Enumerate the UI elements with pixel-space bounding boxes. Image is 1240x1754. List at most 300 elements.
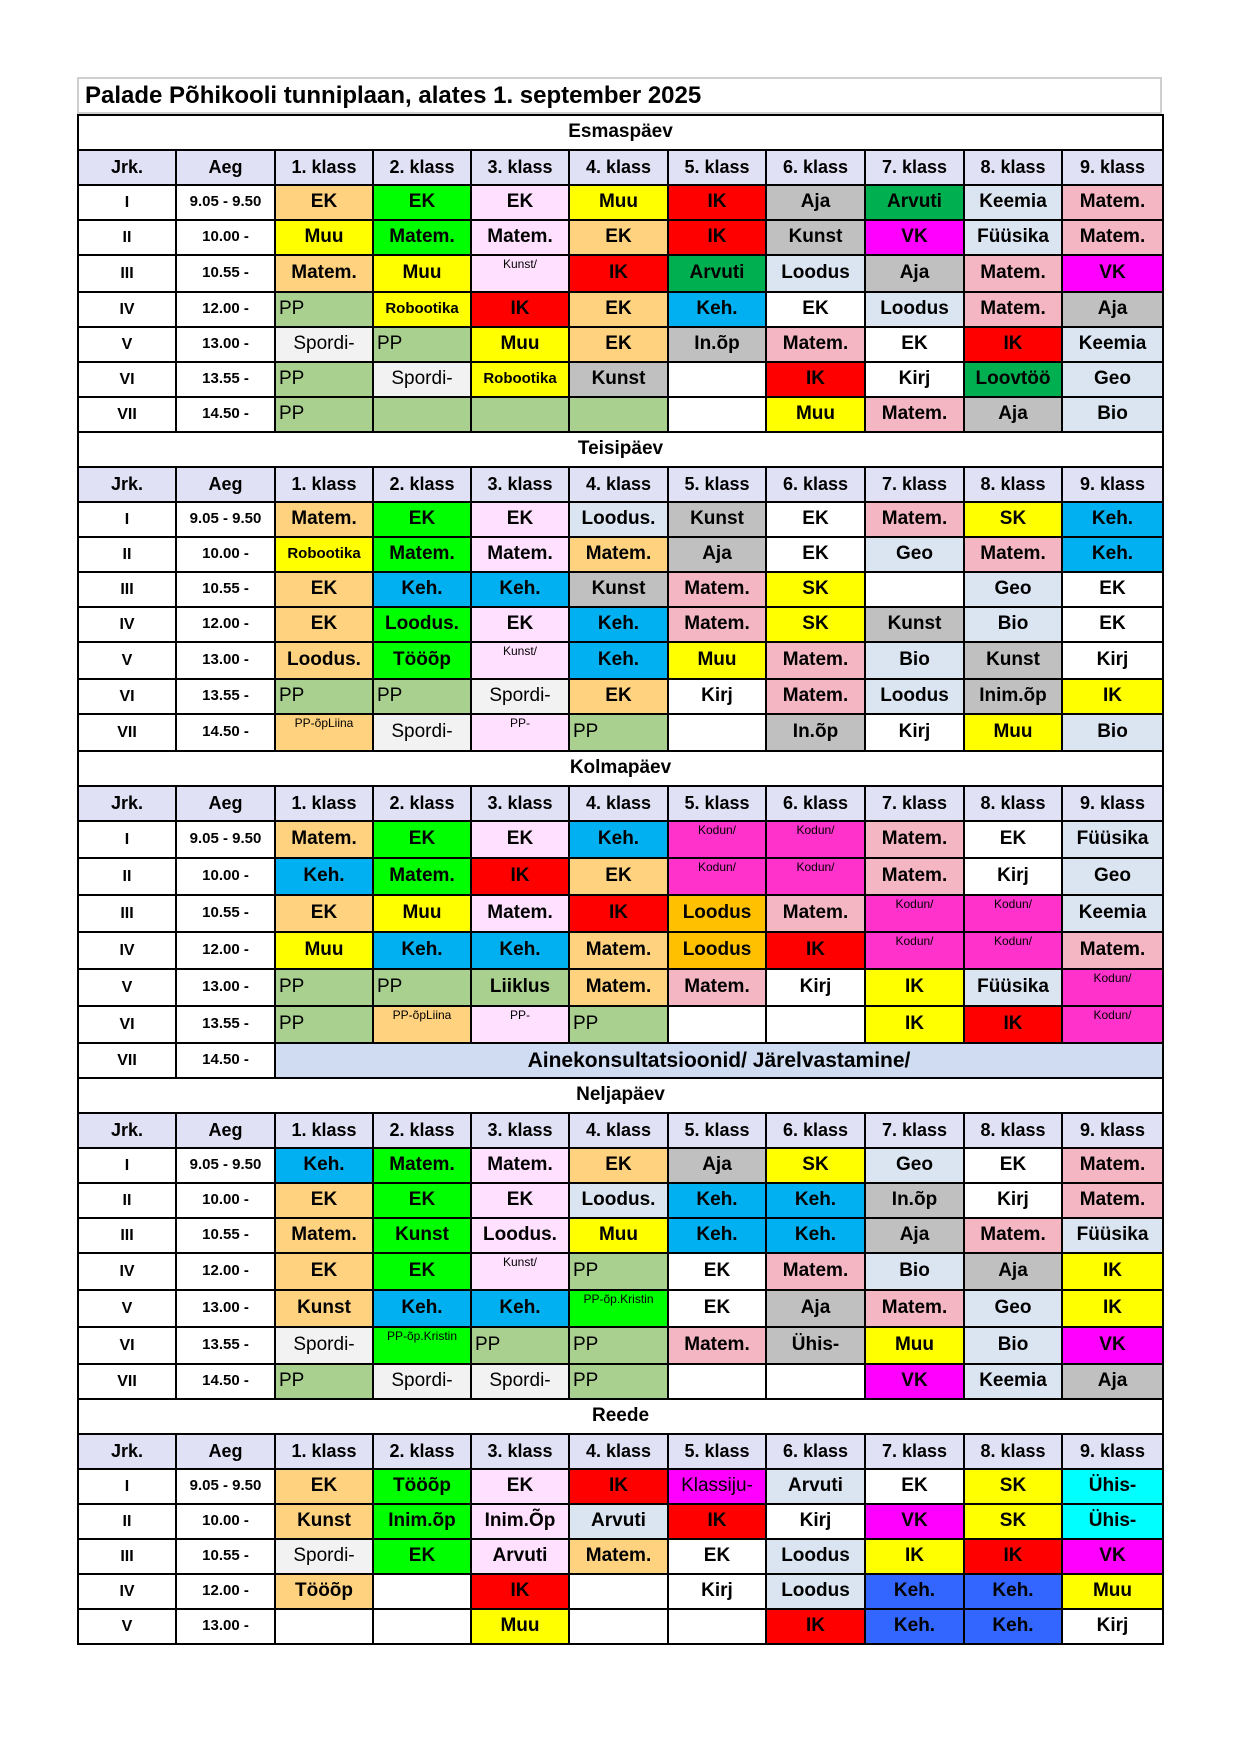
lesson-cell <box>668 1609 766 1644</box>
lesson-cell: Füüsika <box>964 220 1062 255</box>
lesson-cell: VK <box>865 1504 964 1539</box>
column-header: 1. klass <box>275 150 373 185</box>
lesson-cell: IK <box>766 1609 865 1644</box>
header-row <box>78 1434 1163 1469</box>
lesson-row <box>78 969 1163 1006</box>
lesson-cell: Keh. <box>569 821 668 858</box>
lesson-time: 13.00 - <box>176 327 275 362</box>
lesson-cell: IK <box>865 969 964 1006</box>
column-header: 6. klass <box>766 1434 865 1469</box>
lesson-row <box>78 1006 1163 1043</box>
lesson-cell <box>471 397 569 432</box>
lesson-cell: Geo <box>1062 858 1163 895</box>
lesson-cell: VK <box>1062 255 1163 292</box>
lesson-cell: EK <box>569 858 668 895</box>
lesson-cell: Matem. <box>865 502 964 537</box>
lesson-cell: EK <box>569 679 668 714</box>
lesson-cell: Keh. <box>1062 502 1163 537</box>
lesson-cell: Liiklus <box>471 969 569 1006</box>
lesson-cell: Kodun/ <box>964 932 1062 969</box>
lesson-cell: Kunst <box>373 1218 471 1253</box>
lesson-row <box>78 1504 1163 1539</box>
lesson-cell: Matem. <box>373 537 471 572</box>
header-row <box>78 467 1163 502</box>
column-header: 1. klass <box>275 1113 373 1148</box>
lesson-cell: VK <box>1062 1539 1163 1574</box>
column-header: 6. klass <box>766 1113 865 1148</box>
lesson-cell: PP <box>275 397 373 432</box>
day-name: Neljapäev <box>78 1078 1163 1113</box>
lesson-number: I <box>78 185 176 220</box>
lesson-cell: Kodun/ <box>668 821 766 858</box>
lesson-time: 12.00 - <box>176 1574 275 1609</box>
lesson-cell: Matem. <box>373 858 471 895</box>
lesson-cell: Spordi- <box>471 1364 569 1399</box>
lesson-time: 14.50 - <box>176 1043 275 1078</box>
lesson-cell: SK <box>766 572 865 607</box>
lesson-time: 14.50 - <box>176 1364 275 1399</box>
title-table <box>77 77 1162 114</box>
lesson-cell: Ühis- <box>1062 1469 1163 1504</box>
lesson-cell: EK <box>569 220 668 255</box>
lesson-cell: Geo <box>964 1290 1062 1327</box>
lesson-cell: Kirj <box>964 858 1062 895</box>
lesson-row <box>78 1574 1163 1609</box>
lesson-cell: PP-õp.Kristin <box>569 1290 668 1327</box>
lesson-cell: Keh. <box>1062 537 1163 572</box>
lesson-cell: Bio <box>964 607 1062 642</box>
lesson-row <box>78 327 1163 362</box>
lesson-cell: Matem. <box>766 679 865 714</box>
lesson-cell <box>569 1609 668 1644</box>
lesson-cell: Keh. <box>275 1148 373 1183</box>
lesson-cell: Kunst <box>275 1504 373 1539</box>
lesson-cell: Keemia <box>1062 327 1163 362</box>
lesson-cell: Matem. <box>766 1253 865 1290</box>
lesson-row <box>78 1218 1163 1253</box>
lesson-cell: Matem. <box>668 572 766 607</box>
lesson-number: III <box>78 572 176 607</box>
lesson-time: 13.55 - <box>176 362 275 397</box>
lesson-cell: Matem. <box>569 969 668 1006</box>
lesson-row <box>78 1253 1163 1290</box>
lesson-cell: Loodus <box>668 895 766 932</box>
lesson-cell: Arvuti <box>471 1539 569 1574</box>
lesson-cell <box>569 397 668 432</box>
lesson-cell: Keh. <box>569 642 668 679</box>
lesson-cell: IK <box>1062 1290 1163 1327</box>
consultation-cell: Ainekonsultatsioonid/ Järelvastamine/ <box>275 1043 1163 1078</box>
lesson-cell: EK <box>766 537 865 572</box>
column-header: 2. klass <box>373 1434 471 1469</box>
lesson-cell: Kunst <box>668 502 766 537</box>
lesson-cell: Kirj <box>865 362 964 397</box>
lesson-cell: PP-õp.Kristin <box>373 1327 471 1364</box>
lesson-cell: EK <box>964 1148 1062 1183</box>
lesson-cell: Matem. <box>569 1539 668 1574</box>
lesson-cell: Kunst/ <box>471 642 569 679</box>
lesson-cell: Keemia <box>1062 895 1163 932</box>
lesson-time: 10.55 - <box>176 1539 275 1574</box>
lesson-cell: Aja <box>766 1290 865 1327</box>
lesson-cell: Matem. <box>964 1218 1062 1253</box>
lesson-cell: Kodun/ <box>865 932 964 969</box>
lesson-cell: Loodus. <box>275 642 373 679</box>
lesson-number: VI <box>78 362 176 397</box>
lesson-cell: EK <box>569 327 668 362</box>
lesson-number: V <box>78 327 176 362</box>
lesson-cell: Aja <box>964 1253 1062 1290</box>
lesson-cell: Spordi- <box>275 327 373 362</box>
day-row <box>78 1399 1163 1434</box>
column-header: Aeg <box>176 786 275 821</box>
lesson-row <box>78 858 1163 895</box>
lesson-number: VII <box>78 1364 176 1399</box>
lesson-cell: Aja <box>766 185 865 220</box>
lesson-number: IV <box>78 1574 176 1609</box>
lesson-cell <box>766 1364 865 1399</box>
lesson-cell <box>373 1609 471 1644</box>
lesson-time: 13.00 - <box>176 642 275 679</box>
lesson-cell: Matem. <box>1062 185 1163 220</box>
lesson-cell: Loodus. <box>471 1218 569 1253</box>
lesson-cell: Kodun/ <box>766 821 865 858</box>
lesson-cell: IK <box>471 292 569 327</box>
lesson-cell: EK <box>1062 572 1163 607</box>
lesson-cell: Muu <box>1062 1574 1163 1609</box>
lesson-number: VI <box>78 1006 176 1043</box>
lesson-cell: EK <box>275 1183 373 1218</box>
lesson-time: 12.00 - <box>176 607 275 642</box>
lesson-row <box>78 537 1163 572</box>
lesson-time: 10.55 - <box>176 895 275 932</box>
lesson-cell: SK <box>766 1148 865 1183</box>
lesson-cell: IK <box>668 220 766 255</box>
lesson-cell: Geo <box>964 572 1062 607</box>
lesson-cell: IK <box>865 1539 964 1574</box>
lesson-cell: Aja <box>1062 1364 1163 1399</box>
column-header: 7. klass <box>865 1434 964 1469</box>
lesson-number: VII <box>78 397 176 432</box>
lesson-cell: Matem. <box>471 537 569 572</box>
lesson-cell: Tööõp <box>275 1574 373 1609</box>
lesson-number: III <box>78 895 176 932</box>
lesson-cell: EK <box>373 1539 471 1574</box>
lesson-cell: PP <box>569 1364 668 1399</box>
lesson-cell: Matem. <box>668 607 766 642</box>
lesson-number: V <box>78 1609 176 1644</box>
lesson-cell: Kirj <box>668 679 766 714</box>
lesson-cell: PP <box>275 1006 373 1043</box>
lesson-cell: SK <box>964 1469 1062 1504</box>
lesson-number: IV <box>78 292 176 327</box>
lesson-cell: Muu <box>766 397 865 432</box>
lesson-row <box>78 1609 1163 1644</box>
lesson-cell: Matem. <box>865 397 964 432</box>
lesson-cell: EK <box>471 1469 569 1504</box>
lesson-cell: Kirj <box>964 1183 1062 1218</box>
lesson-cell: Aja <box>865 1218 964 1253</box>
lesson-cell: EK <box>471 607 569 642</box>
lesson-cell: EK <box>471 502 569 537</box>
column-header: 7. klass <box>865 467 964 502</box>
lesson-cell: EK <box>373 821 471 858</box>
lesson-cell: Bio <box>865 642 964 679</box>
lesson-cell: Muu <box>275 932 373 969</box>
lesson-time: 13.55 - <box>176 1327 275 1364</box>
lesson-cell: IK <box>471 1574 569 1609</box>
lesson-cell: Keh. <box>668 1183 766 1218</box>
lesson-row <box>78 362 1163 397</box>
column-header: 4. klass <box>569 1113 668 1148</box>
lesson-cell: Loodus <box>766 255 865 292</box>
lesson-cell: IK <box>766 932 865 969</box>
lesson-cell: Kunst <box>275 1290 373 1327</box>
lesson-cell: Matem. <box>569 932 668 969</box>
lesson-cell: Matem. <box>373 1148 471 1183</box>
lesson-cell: Keemia <box>964 185 1062 220</box>
lesson-row <box>78 1469 1163 1504</box>
lesson-row <box>78 502 1163 537</box>
column-header: Aeg <box>176 1113 275 1148</box>
lesson-time: 10.55 - <box>176 572 275 607</box>
lesson-cell: Matem. <box>964 537 1062 572</box>
lesson-time: 10.55 - <box>176 255 275 292</box>
lesson-cell: Loodus. <box>569 1183 668 1218</box>
column-header: 9. klass <box>1062 150 1163 185</box>
lesson-row <box>78 185 1163 220</box>
lesson-cell: Matem. <box>275 502 373 537</box>
column-header: 5. klass <box>668 467 766 502</box>
lesson-cell: IK <box>964 327 1062 362</box>
lesson-cell: Arvuti <box>668 255 766 292</box>
lesson-cell: EK <box>569 292 668 327</box>
lesson-cell: Keh. <box>569 607 668 642</box>
lesson-cell: Matem. <box>766 895 865 932</box>
lesson-cell: Geo <box>865 537 964 572</box>
lesson-number: IV <box>78 1253 176 1290</box>
lesson-row <box>78 1183 1163 1218</box>
lesson-cell: Matem. <box>668 1327 766 1364</box>
lesson-cell: Muu <box>865 1327 964 1364</box>
lesson-cell: Matem. <box>865 1290 964 1327</box>
lesson-cell: EK <box>275 607 373 642</box>
lesson-number: I <box>78 821 176 858</box>
lesson-cell: SK <box>964 502 1062 537</box>
lesson-row <box>78 1539 1163 1574</box>
lesson-cell: Keemia <box>964 1364 1062 1399</box>
lesson-time: 13.55 - <box>176 679 275 714</box>
lesson-row <box>78 932 1163 969</box>
column-header: Jrk. <box>78 150 176 185</box>
lesson-cell: Kodun/ <box>668 858 766 895</box>
lesson-cell: Kirj <box>766 1504 865 1539</box>
lesson-time: 13.00 - <box>176 1290 275 1327</box>
lesson-cell: EK <box>373 185 471 220</box>
column-header: 4. klass <box>569 786 668 821</box>
lesson-cell: Loodus <box>865 679 964 714</box>
lesson-time: 14.50 - <box>176 714 275 751</box>
column-header: 8. klass <box>964 467 1062 502</box>
lesson-cell: IK <box>964 1006 1062 1043</box>
lesson-cell <box>865 572 964 607</box>
column-header: Aeg <box>176 150 275 185</box>
lesson-cell: Keh. <box>964 1609 1062 1644</box>
lesson-row <box>78 895 1163 932</box>
lesson-cell: SK <box>964 1504 1062 1539</box>
lesson-cell: Muu <box>668 642 766 679</box>
page-title: Palade Põhikooli tunniplaan, alates 1. september 2025 <box>78 78 1161 113</box>
lesson-cell: EK <box>471 185 569 220</box>
day-name: Reede <box>78 1399 1163 1434</box>
column-header: Jrk. <box>78 786 176 821</box>
lesson-cell: Loodus <box>865 292 964 327</box>
lesson-row <box>78 607 1163 642</box>
column-header: 5. klass <box>668 1113 766 1148</box>
lesson-cell: Kunst <box>964 642 1062 679</box>
lesson-time: 10.55 - <box>176 1218 275 1253</box>
lesson-row <box>78 220 1163 255</box>
lesson-cell: Keh. <box>865 1574 964 1609</box>
lesson-number: VII <box>78 714 176 751</box>
column-header: Aeg <box>176 467 275 502</box>
lesson-cell: Keh. <box>373 932 471 969</box>
lesson-cell: Spordi- <box>275 1327 373 1364</box>
column-header: Jrk. <box>78 467 176 502</box>
lesson-cell: Loodus. <box>373 607 471 642</box>
lesson-cell: Bio <box>964 1327 1062 1364</box>
lesson-cell: Matem. <box>668 969 766 1006</box>
lesson-cell: Matem. <box>471 220 569 255</box>
lesson-cell: Keh. <box>471 572 569 607</box>
lesson-cell: IK <box>569 1469 668 1504</box>
lesson-cell: Füüsika <box>1062 1218 1163 1253</box>
lesson-cell: EK <box>471 1183 569 1218</box>
lesson-cell: Kirj <box>1062 1609 1163 1644</box>
lesson-cell: EK <box>766 292 865 327</box>
column-header: 9. klass <box>1062 467 1163 502</box>
column-header: Jrk. <box>78 1434 176 1469</box>
lesson-cell: PP <box>275 969 373 1006</box>
lesson-row <box>78 1290 1163 1327</box>
lesson-cell: Kunst <box>569 362 668 397</box>
lesson-cell: Füüsika <box>1062 821 1163 858</box>
lesson-cell: Muu <box>964 714 1062 751</box>
lesson-cell: Muu <box>569 1218 668 1253</box>
lesson-cell: Bio <box>865 1253 964 1290</box>
lesson-cell: Matem. <box>1062 1148 1163 1183</box>
lesson-cell: Kunst <box>865 607 964 642</box>
lesson-cell: PP-õpLiina <box>275 714 373 751</box>
lesson-cell: Loodus <box>766 1539 865 1574</box>
lesson-cell: PP-õpLiina <box>373 1006 471 1043</box>
lesson-cell: Kirj <box>1062 642 1163 679</box>
lesson-number: V <box>78 969 176 1006</box>
header-row <box>78 150 1163 185</box>
column-header: 9. klass <box>1062 786 1163 821</box>
lesson-time: 13.00 - <box>176 969 275 1006</box>
day-row <box>78 1078 1163 1113</box>
lesson-cell: VK <box>1062 1327 1163 1364</box>
lesson-number: II <box>78 858 176 895</box>
lesson-cell: Kodun/ <box>964 895 1062 932</box>
lesson-cell: Spordi- <box>373 362 471 397</box>
lesson-cell <box>668 1006 766 1043</box>
lesson-cell: EK <box>569 1148 668 1183</box>
lesson-time: 12.00 - <box>176 932 275 969</box>
lesson-cell: Kirj <box>766 969 865 1006</box>
lesson-cell: Keh. <box>668 292 766 327</box>
lesson-cell: Matem. <box>964 255 1062 292</box>
column-header: Aeg <box>176 1434 275 1469</box>
lesson-time: 10.00 - <box>176 537 275 572</box>
lesson-cell: Spordi- <box>275 1539 373 1574</box>
column-header: 4. klass <box>569 1434 668 1469</box>
lesson-cell: EK <box>865 1469 964 1504</box>
column-header: 4. klass <box>569 467 668 502</box>
lesson-cell: Matem. <box>471 1148 569 1183</box>
lesson-cell <box>569 1574 668 1609</box>
day-name: Teisipäev <box>78 432 1163 467</box>
lesson-cell: PP <box>569 1253 668 1290</box>
lesson-cell: Keh. <box>964 1574 1062 1609</box>
column-header: Jrk. <box>78 1113 176 1148</box>
lesson-row <box>78 821 1163 858</box>
lesson-cell: Spordi- <box>471 679 569 714</box>
lesson-cell: Inim.õp <box>373 1504 471 1539</box>
column-header: 6. klass <box>766 150 865 185</box>
column-header: 6. klass <box>766 467 865 502</box>
column-header: 1. klass <box>275 467 373 502</box>
lesson-cell: Matem. <box>964 292 1062 327</box>
lesson-cell: Aja <box>865 255 964 292</box>
lesson-cell: Klassiju- <box>668 1469 766 1504</box>
lesson-cell: Keh. <box>471 1290 569 1327</box>
lesson-cell: EK <box>373 1183 471 1218</box>
lesson-cell: In.õp <box>865 1183 964 1218</box>
lesson-number: II <box>78 537 176 572</box>
lesson-cell <box>766 1006 865 1043</box>
column-header: 9. klass <box>1062 1113 1163 1148</box>
lesson-row <box>78 255 1163 292</box>
lesson-cell: IK <box>668 1504 766 1539</box>
lesson-cell: EK <box>275 1253 373 1290</box>
lesson-cell: Kunst/ <box>471 255 569 292</box>
lesson-cell: Matem. <box>766 642 865 679</box>
lesson-cell: EK <box>275 572 373 607</box>
lesson-cell: Matem. <box>471 895 569 932</box>
lesson-cell: Aja <box>668 1148 766 1183</box>
column-header: 3. klass <box>471 786 569 821</box>
lesson-cell <box>668 397 766 432</box>
lesson-time: 10.00 - <box>176 1183 275 1218</box>
lesson-number: I <box>78 1148 176 1183</box>
lesson-cell: Loodus <box>766 1574 865 1609</box>
column-header: 3. klass <box>471 1113 569 1148</box>
lesson-cell: EK <box>275 1469 373 1504</box>
lesson-cell: EK <box>865 327 964 362</box>
lesson-cell: IK <box>668 185 766 220</box>
lesson-cell: EK <box>668 1539 766 1574</box>
day-row <box>78 751 1163 786</box>
lesson-cell: Geo <box>865 1148 964 1183</box>
lesson-cell: Kunst/ <box>471 1253 569 1290</box>
column-header: 2. klass <box>373 150 471 185</box>
lesson-cell: PP <box>569 1327 668 1364</box>
lesson-cell: Robootika <box>471 362 569 397</box>
lesson-cell: Keh. <box>373 1290 471 1327</box>
day-row <box>78 432 1163 467</box>
